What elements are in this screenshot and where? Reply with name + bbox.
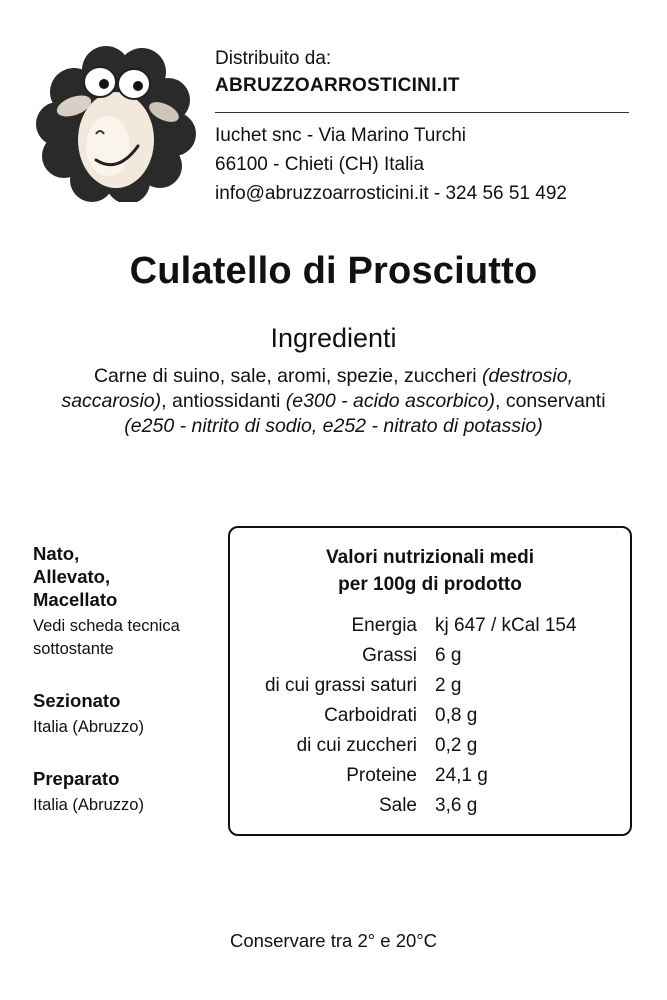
nutrition-row [230, 671, 630, 701]
distributor-contact-line: info@abruzzoarrosticini.it - 324 56 51 492 [215, 183, 567, 204]
nutrition-label: Carboidrati [324, 705, 417, 726]
nutrition-table [228, 526, 632, 836]
distributor-city-line: 66100 - Chieti (CH) Italia [215, 154, 425, 175]
distributor-label: Distribuito da: [215, 48, 332, 69]
ingredients-heading: Ingredienti [270, 323, 397, 353]
nutrition-row [230, 701, 630, 731]
nutrition-row [230, 641, 630, 671]
ingredients-part: , antiossidanti [161, 390, 286, 412]
nutrition-row [230, 611, 630, 641]
nutrition-row [230, 731, 630, 761]
origin-cut-value: Italia (Abruzzo) [33, 718, 144, 736]
nutrition-value: 0,8 g [435, 705, 478, 726]
nutrition-value: 3,6 g [435, 795, 478, 816]
nutrition-value: kj 647 / kCal 154 [435, 615, 577, 636]
product-title: Culatello di Prosciutto [129, 250, 538, 292]
origin-cut-heading: Sezionato [33, 690, 121, 711]
nutrition-label: di cui grassi saturi [264, 675, 417, 696]
origin-birth-block [33, 542, 223, 661]
storage-instructions: Conservare tra 2° e 20°C [229, 930, 438, 951]
origin-birth-heading: Nato, Allevato, Macellato [33, 543, 118, 610]
origin-prep-block [33, 767, 223, 817]
origin-prep-value: Italia (Abruzzo) [33, 796, 144, 814]
nutrition-value: 0,2 g [435, 735, 478, 756]
nutrition-title [230, 544, 630, 598]
ingredients-part: , conservanti [494, 390, 606, 412]
origin-cut-block [33, 689, 223, 739]
nutrition-row [230, 761, 630, 791]
sheep-mascot-icon [34, 42, 200, 202]
nutrition-value: 2 g [435, 675, 462, 696]
ingredients-part-italic: (destrosio, saccarosio) [61, 365, 574, 412]
nutrition-row [230, 791, 630, 821]
ingredients-part: Carne di suino, sale, aromi, spezie, zuccheri [93, 365, 482, 387]
ingredients-part-italic: (e300 - acido ascorbico) [285, 390, 495, 412]
nutrition-title-line: Valori nutrizionali medi [326, 547, 534, 568]
distributor-website: ABRUZZOARROSTICINI.IT [215, 75, 460, 96]
ingredients-text [50, 364, 617, 439]
distributor-block [215, 46, 631, 208]
divider [215, 112, 629, 113]
distributor-address-line: Iuchet snc - Via Marino Turchi [215, 125, 466, 146]
nutrition-value: 6 g [435, 645, 462, 666]
nutrition-label: Sale [378, 795, 417, 816]
nutrition-label: Energia [351, 615, 417, 636]
nutrition-label: Proteine [346, 765, 417, 786]
nutrition-value: 24,1 g [435, 765, 488, 786]
origin-prep-heading: Preparato [33, 768, 120, 789]
origin-info [33, 542, 223, 845]
origin-birth-value: Vedi scheda tecnica sottostante [33, 617, 180, 658]
nutrition-label: Grassi [362, 645, 417, 666]
nutrition-title-line: per 100g di prodotto [338, 574, 522, 595]
nutrition-label: di cui zuccheri [296, 735, 417, 756]
nutrition-rows [230, 611, 630, 821]
ingredients-part-italic: (e250 - nitrito di sodio, e252 - nitrato di potassio) [124, 415, 543, 437]
